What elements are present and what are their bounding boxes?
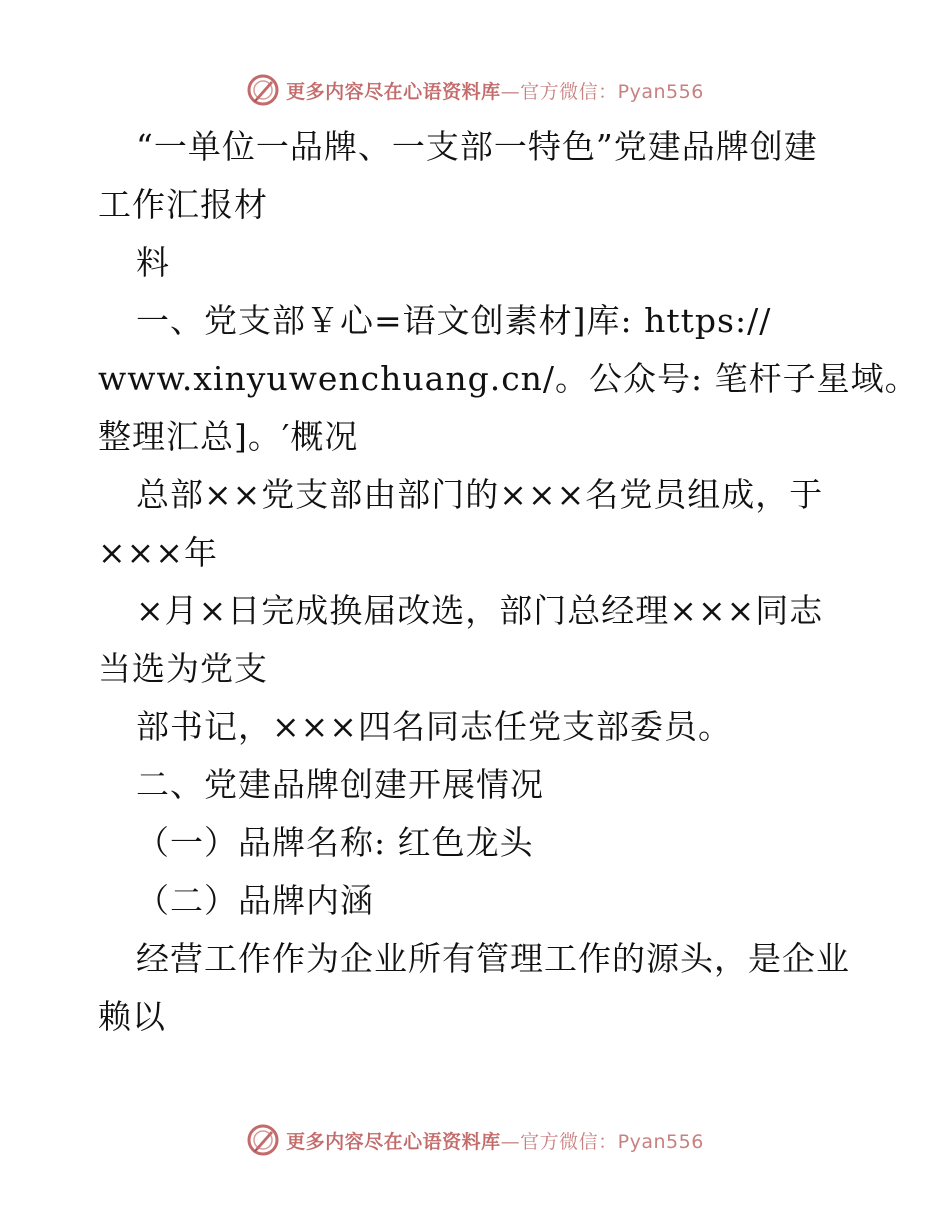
watermark-main-text: 更多内容尽在心语资料库 bbox=[286, 80, 501, 103]
watermark-main-text: 更多内容尽在心语资料库 bbox=[286, 1130, 501, 1153]
subsection-heading-1: （一）品牌名称: 红色龙头 bbox=[136, 823, 534, 862]
header-watermark bbox=[0, 70, 950, 110]
paragraph-line: ×××年 bbox=[98, 533, 218, 572]
subsection-heading-2: （二）品牌内涵 bbox=[136, 881, 374, 920]
title-line-1: “一单位一品牌、一支部一特色”党建品牌创建 bbox=[136, 127, 818, 166]
document-body bbox=[98, 118, 919, 1046]
quill-pen-circle-icon bbox=[246, 73, 280, 107]
paragraph-line: 整理汇总]。′概况 bbox=[98, 417, 359, 456]
paragraph-line: www.xinyuwenchuang.cn/。公众号: 笔杆子星域。 bbox=[98, 359, 919, 398]
paragraph-line: 经营工作作为企业所有管理工作的源头，是企业 bbox=[136, 939, 850, 978]
watermark-separator: — bbox=[500, 1130, 521, 1153]
footer-watermark bbox=[0, 1120, 950, 1160]
paragraph-line: 赖以 bbox=[98, 997, 166, 1036]
title-line-3: 料 bbox=[136, 243, 170, 282]
watermark-wechat-text: 官方微信：Pyan556 bbox=[520, 80, 704, 103]
title-line-2: 工作汇报材 bbox=[98, 185, 268, 224]
section-heading-2: 二、党建品牌创建开展情况 bbox=[136, 765, 544, 804]
watermark-separator: — bbox=[500, 80, 521, 103]
watermark-text bbox=[286, 1127, 704, 1154]
watermark-text bbox=[286, 77, 704, 104]
paragraph-line: 总部××党支部由部门的×××名党员组成，于 bbox=[136, 475, 824, 514]
quill-pen-circle-icon bbox=[246, 1123, 280, 1157]
paragraph-line: ×月×日完成换届改选，部门总经理×××同志 bbox=[136, 591, 824, 630]
watermark-wechat-text: 官方微信：Pyan556 bbox=[520, 1130, 704, 1153]
paragraph-line: 部书记，×××四名同志任党支部委员。 bbox=[136, 707, 732, 746]
section-heading-1: 一、党支部￥心=语文创素材]库: https:// bbox=[136, 301, 772, 340]
paragraph-line: 当选为党支 bbox=[98, 649, 268, 688]
